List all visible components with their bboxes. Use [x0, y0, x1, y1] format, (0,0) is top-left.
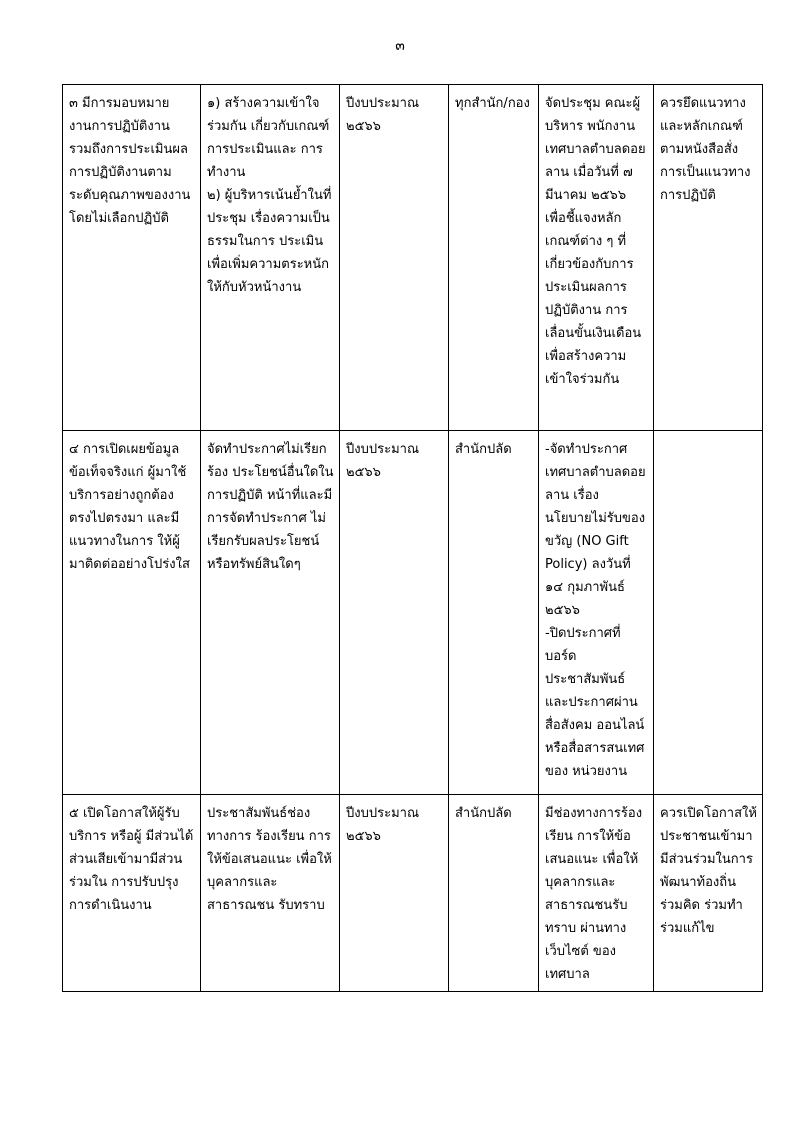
- method-cell: ๑) สร้างความเข้าใจร่วมกัน เกี่ยวกับเกณฑ์การประเมินและ การทำงาน ๒) ผู้บริหารเน้นย้ำในที่ประชุม เรื่องความเป็นธรรมในการ ประเมิน เพื่อเพิ่มความตระหนักให้กับหัวหน้างาน: [201, 85, 340, 431]
- note-cell: [654, 431, 763, 795]
- table-row: [63, 795, 763, 992]
- period-cell: ปีงบประมาณ ๒๕๖๖: [340, 85, 449, 431]
- results-table: [62, 84, 763, 992]
- period-cell: ปีงบประมาณ ๒๕๖๖: [340, 795, 449, 992]
- action-cell: ๓ มีการมอบหมายงานการปฏิบัติงาน รวมถึงการประเมินผลการปฏิบัติงานตามระดับคุณภาพของงาน โดยไม่เลือกปฏิบัติ: [63, 85, 201, 431]
- method-cell: จัดทำประกาศไม่เรียกร้อง ประโยชน์อื่นใดในการปฏิบัติ หน้าที่และมีการจัดทำประกาศ ไม่เรียกรับผลประโยชน์หรือทรัพย์สินใดๆ: [201, 431, 340, 795]
- table-row: [63, 85, 763, 431]
- result-cell: มีช่องทางการร้องเรียน การให้ข้อเสนอแนะ เพื่อให้บุคลากรและสาธารณชนรับทราบ ผ่านทางเว็บไซต์ ของเทศบาล: [539, 795, 654, 992]
- result-cell: จัดประชุม คณะผู้บริหาร พนักงานเทศบาลตำบลดอยลาน เมื่อวันที่ ๗ มีนาคม ๒๕๖๖ เพื่อชี้แจงหลักเกณฑ์ต่าง ๆ ที่เกี่ยวข้องกับการประเมินผลการปฏิบัติงาน การเลื่อนขั้นเงินเดือน เพื่อสร้างความเข้าใจร่วมกัน: [539, 85, 654, 431]
- action-cell: ๔ การเปิดเผยข้อมูลข้อเท็จจริงแก่ ผู้มาใช้บริการอย่างถูกต้องตรงไปตรงมา และมีแนวทางในการ ให้ผู้มาติดต่ออย่างโปร่งใส: [63, 431, 201, 795]
- page-number: ๓: [395, 38, 405, 54]
- responsible-cell: สำนักปลัด: [449, 431, 539, 795]
- note-cell: ควรยึดแนวทางและหลักเกณฑ์ตามหนังสือสั่งการเป็นแนวทางการปฏิบัติ: [654, 85, 763, 431]
- result-cell: -จัดทำประกาศเทศบาลตำบลดอยลาน เรื่อง นโยบายไม่รับของขวัญ (NO Gift Policy) ลงวันที่ ๑๔ กุมภาพันธ์ ๒๕๖๖ -ปิดประกาศที่บอร์ด ประชาสัมพันธ์และประกาศผ่านสื่อสังคม ออนไลน์หรือสื่อสารสนเทศของ หน่วยงาน: [539, 431, 654, 795]
- note-cell: ควรเปิดโอกาสให้ประชาชนเข้ามามีส่วนร่วมในการพัฒนาท้องถิ่น ร่วมคิด ร่วมทำ ร่วมแก้ไข: [654, 795, 763, 992]
- action-cell: ๕ เปิดโอกาสให้ผู้รับบริการ หรือผู้ มีส่วนได้ส่วนเสียเข้ามามีส่วนร่วมใน การปรับปรุงการดำเนินงาน: [63, 795, 201, 992]
- period-cell: ปีงบประมาณ ๒๕๖๖: [340, 431, 449, 795]
- responsible-cell: สำนักปลัด: [449, 795, 539, 992]
- method-cell: ประชาสัมพันธ์ช่องทางการ ร้องเรียน การให้ข้อเสนอแนะ เพื่อให้บุคลากรและสาธารณชน รับทราบ: [201, 795, 340, 992]
- table-row: [63, 431, 763, 795]
- responsible-cell: ทุกสำนัก/กอง: [449, 85, 539, 431]
